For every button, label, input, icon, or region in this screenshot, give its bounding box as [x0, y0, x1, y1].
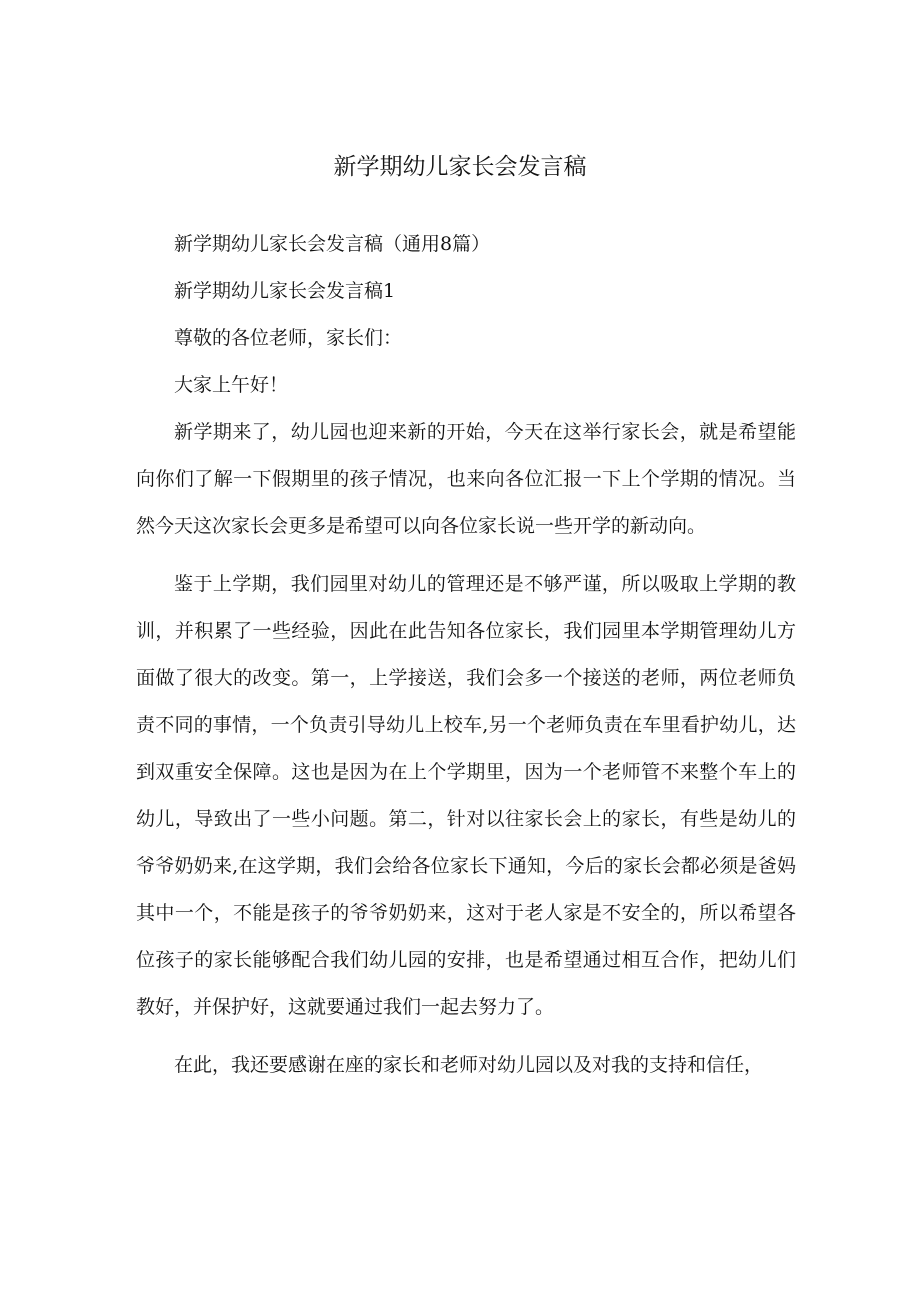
paragraph-body-3: 在此，我还要感谢在座的家长和老师对幼儿园以及对我的支持和信任， [174, 1054, 764, 1076]
paragraph-salutation: 尊敬的各位老师，家长们： [174, 327, 403, 349]
paragraph-body-2: 鉴于上学期，我们园里对幼儿的管理还是不够严谨，所以吸取上学期的教训，并积累了一些经验，因此在此告知各位家长，我们园里本学期管理幼儿方面做了很大的改变。第一，上学接送，我们会多一个接送的老师，两位老师负责不同的事情，一个负责引导幼儿上校车,另一个老师负责在车里看护幼儿，达到双重安全保障。这也是因为在上个学期里，因为一个老师管不来整个车上的幼儿，导致出了一些小问题。第二，针对以往家长会上的家长，有些是幼儿的爷爷奶奶来,在这学期，我们会给各位家长下通知，今后的家长会都必须是爸妈其中一个，不能是孩子的爷爷奶奶来，这对于老人家是不安全的，所以希望各位孩子的家长能够配合我们幼儿园的安排，也是希望通过相互合作，把幼儿们教好，并保护好，这就要通过我们一起去努力了。 [136, 573, 796, 1018]
paragraph-subtitle: 新学期幼儿家长会发言稿（通用8篇） [174, 233, 491, 255]
paragraph-body-1: 新学期来了，幼儿园也迎来新的开始，今天在这举行家长会，就是希望能向你们了解一下假期里的孩子情况，也来向各位汇报一下上个学期的情况。当然今天这次家长会更多是希望可以向各位家长说一些开学的新动向。 [136, 421, 796, 537]
paragraph-greeting: 大家上午好！ [174, 374, 289, 396]
document-body [136, 221, 796, 1089]
paragraph-section-heading: 新学期幼儿家长会发言稿1 [174, 280, 396, 302]
document-title: 新学期幼儿家长会发言稿 [333, 154, 587, 180]
